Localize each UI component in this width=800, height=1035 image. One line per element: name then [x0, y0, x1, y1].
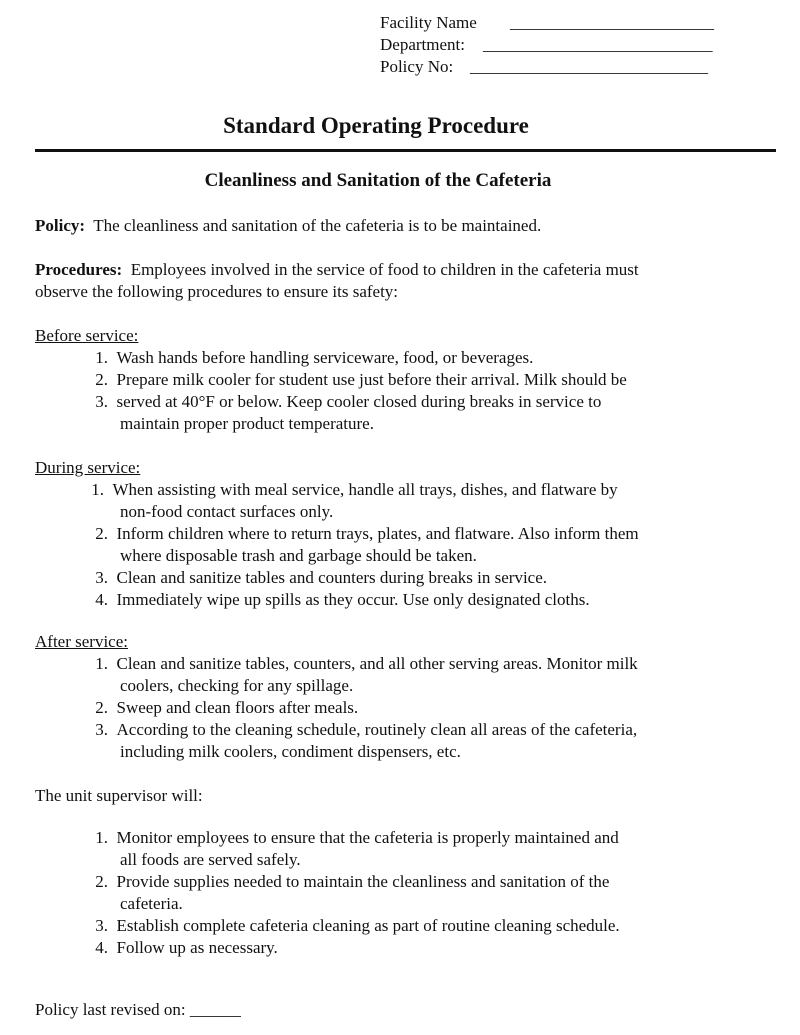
list-item: 3. According to the cleaning schedule, routinely clean all areas of the cafeteria, — [95, 720, 638, 739]
list-item-continuation: including milk coolers, condiment dispensers, etc. — [120, 742, 461, 761]
list-item: 1. Monitor employees to ensure that the cafeteria is properly maintained and — [95, 828, 619, 847]
policy-text: The cleanliness and sanitation of the cafeteria is to be maintained. — [93, 216, 542, 235]
list-item-continuation: non-food contact surfaces only. — [120, 502, 334, 521]
list-item: 1. Clean and sanitize tables, counters, and all other serving areas. Monitor milk — [95, 654, 638, 673]
list-item: 4. Immediately wipe up spills as they occur. Use only designated cloths. — [95, 590, 590, 609]
list-item: 4. Follow up as necessary. — [95, 938, 278, 957]
procedures-text-line-1: Employees involved in the service of food to children in the cafeteria must — [130, 260, 639, 279]
department-label: Department: — [380, 35, 465, 54]
list-item-continuation: cafeteria. — [120, 894, 183, 913]
facility-name-blank: ________________________ — [510, 13, 714, 32]
policy-revised-field — [35, 999, 241, 1021]
policy-revised-label: Policy last revised on: — [35, 1000, 186, 1019]
list-item: 2. Prepare milk cooler for student use just before their arrival. Milk should be — [95, 370, 627, 389]
list-item-continuation: where disposable trash and garbage should be taken. — [120, 546, 477, 565]
list-item-continuation: all foods are served safely. — [120, 850, 301, 869]
policy-no-label: Policy No: — [380, 57, 454, 76]
procedures-label: Procedures: — [35, 260, 123, 279]
list-item-continuation: maintain proper product temperature. — [120, 414, 374, 433]
page-title: Standard Operating Procedure — [223, 113, 529, 138]
policy-revised-blank: ______ — [189, 1000, 241, 1019]
during-service-heading: During service: — [35, 458, 141, 477]
department-field — [380, 34, 465, 56]
supervisor-intro: The unit supervisor will: — [35, 786, 203, 805]
list-item: 2. Sweep and clean floors after meals. — [95, 698, 359, 717]
department-blank: ___________________________ — [483, 35, 713, 54]
list-item: 1. Wash hands before handling serviceware, food, or beverages. — [95, 348, 534, 367]
before-service-heading: Before service: — [35, 326, 139, 345]
after-service-heading: After service: — [35, 632, 128, 651]
facility-name-field — [380, 12, 477, 34]
policy-statement — [35, 215, 541, 237]
list-item: 1. When assisting with meal service, handle all trays, dishes, and flatware by — [91, 480, 618, 499]
list-item-continuation: coolers, checking for any spillage. — [120, 676, 354, 695]
facility-name-label: Facility Name — [380, 13, 477, 32]
list-item: 2. Provide supplies needed to maintain the cleanliness and sanitation of the — [95, 872, 610, 891]
policy-no-blank: ____________________________ — [470, 57, 708, 76]
list-item: 3. Clean and sanitize tables and counters during breaks in service. — [95, 568, 548, 587]
policy-no-field — [380, 56, 453, 78]
policy-label: Policy: — [35, 216, 86, 235]
page-subtitle: Cleanliness and Sanitation of the Cafeteria — [204, 170, 552, 191]
procedures-statement — [35, 259, 639, 281]
title-divider — [35, 149, 776, 152]
list-item: 3. served at 40°F or below. Keep cooler closed during breaks in service to — [95, 392, 602, 411]
list-item: 2. Inform children where to return trays, plates, and flatware. Also inform them — [95, 524, 639, 543]
procedures-text-line-2: observe the following procedures to ensure its safety: — [35, 282, 399, 301]
list-item: 3. Establish complete cafeteria cleaning as part of routine cleaning schedule. — [95, 916, 620, 935]
